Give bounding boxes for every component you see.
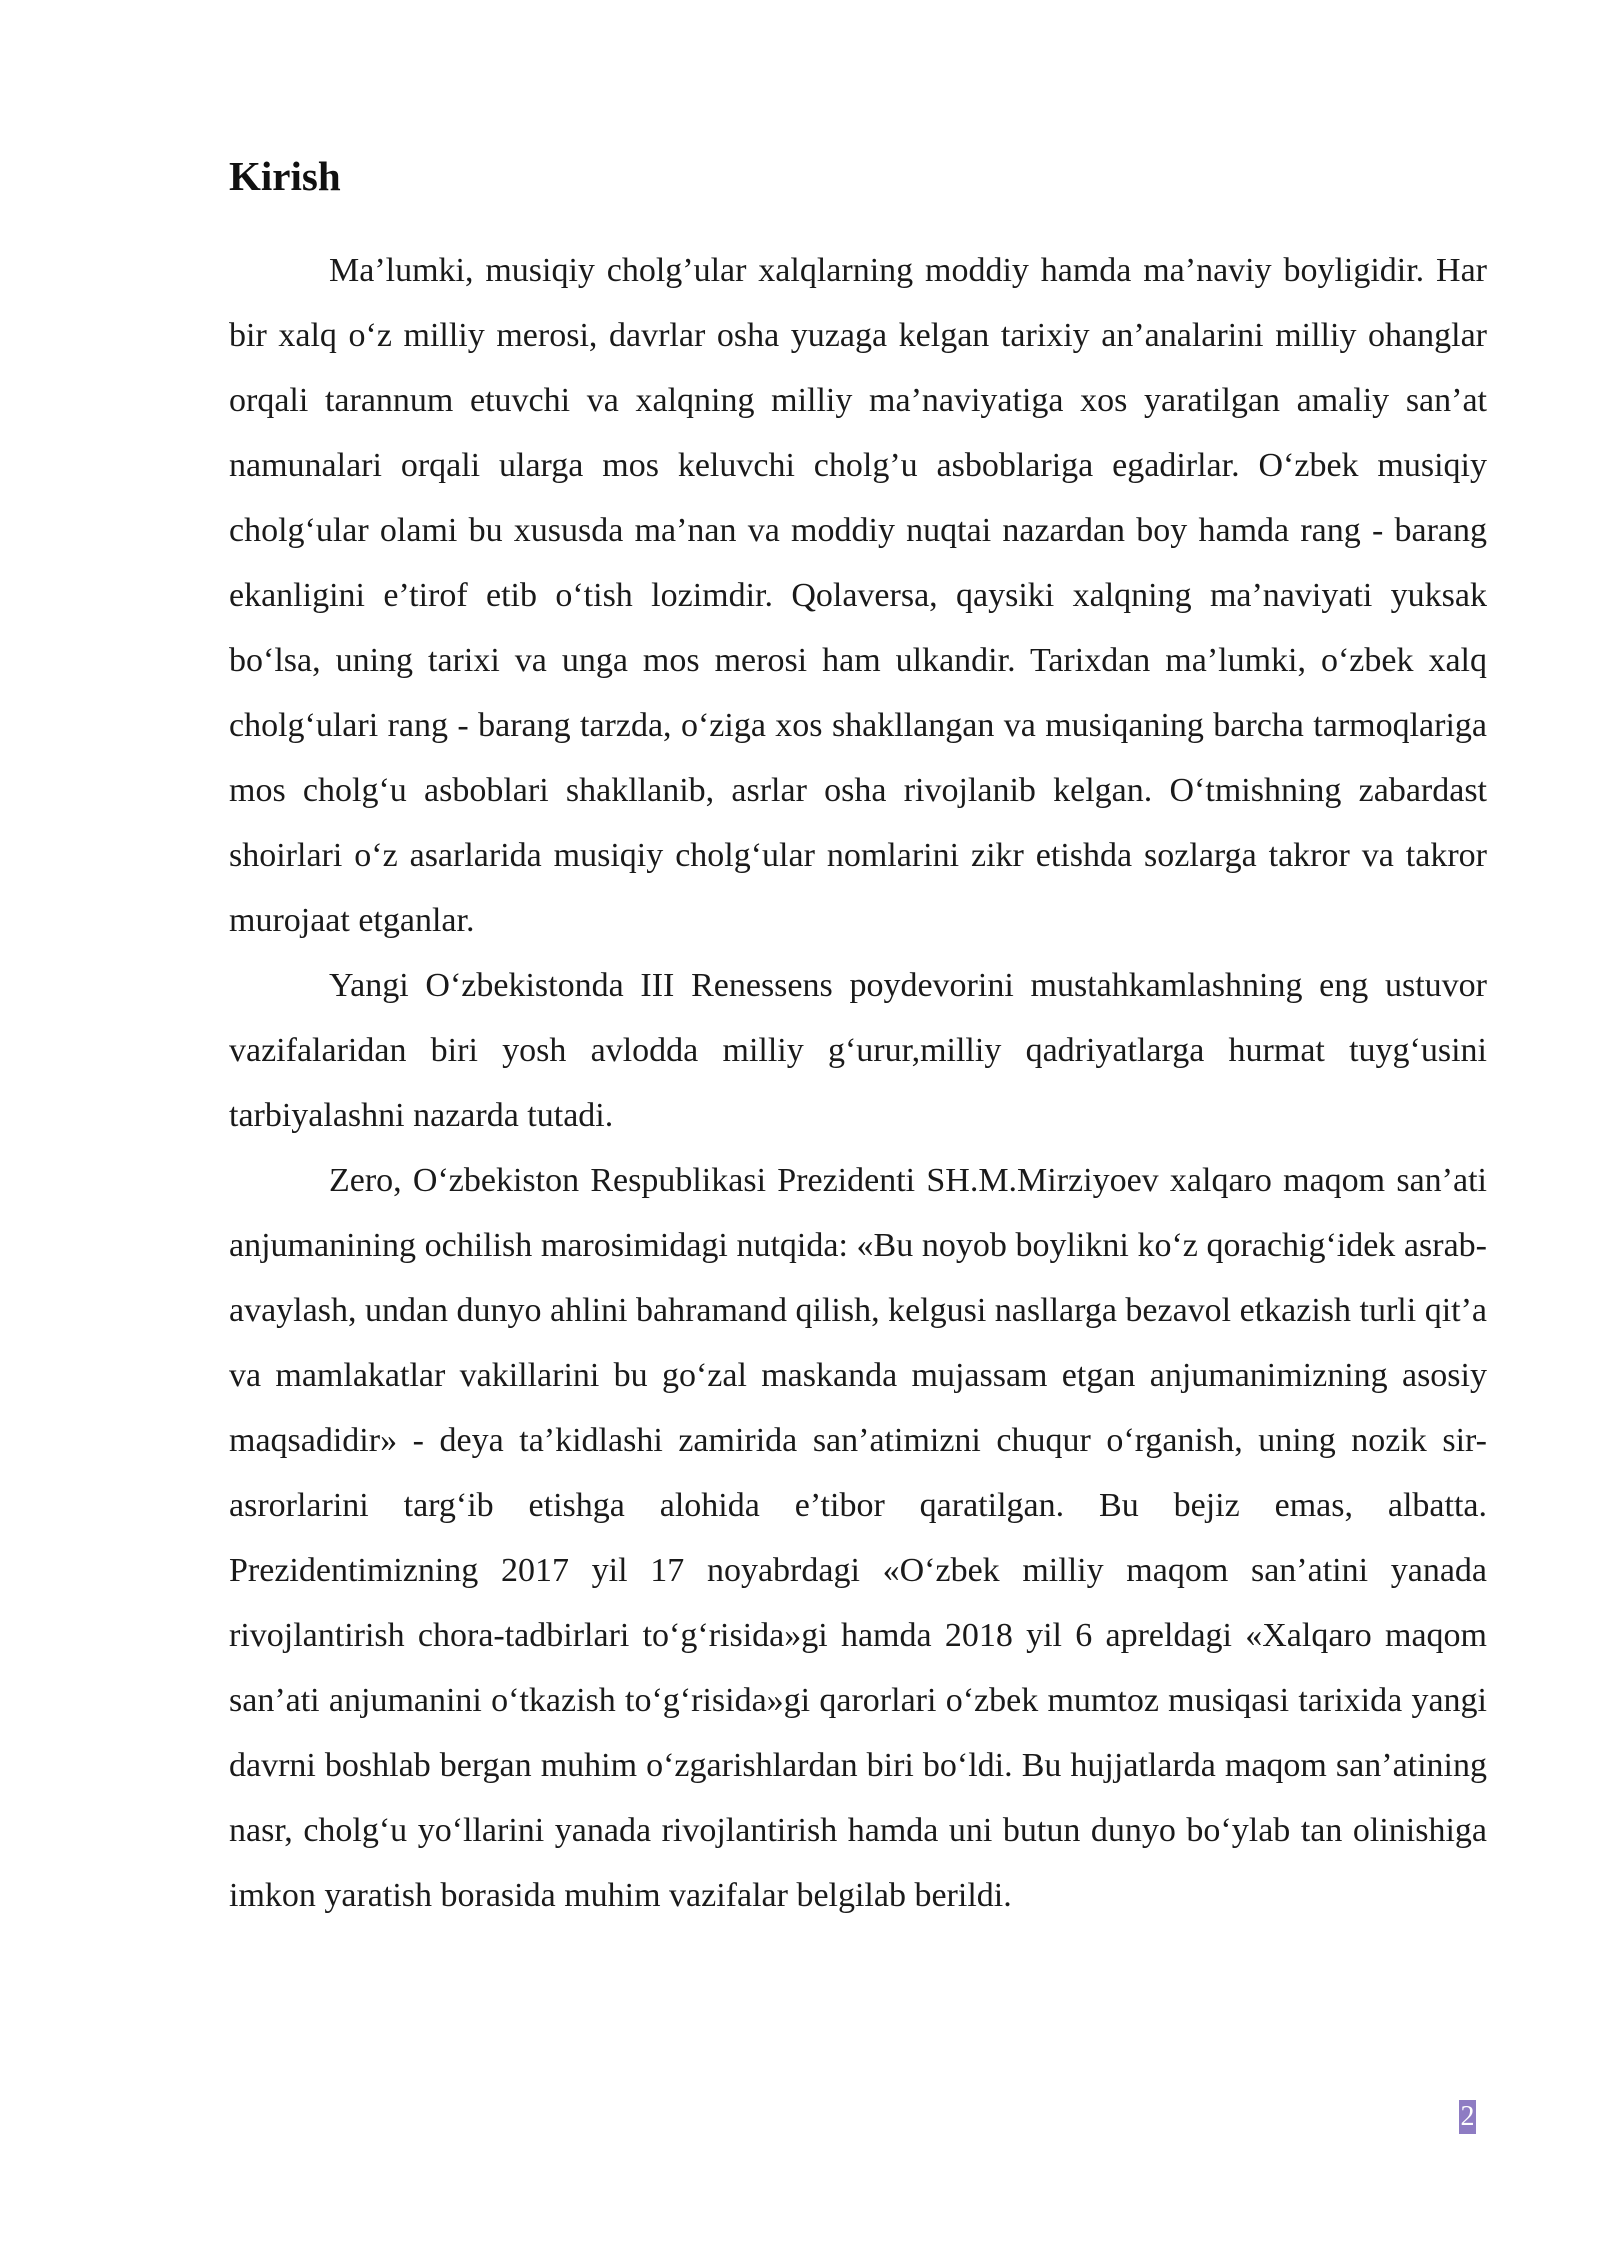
paragraph-renaissance: Yangi O‘zbekistonda III Renessens poydevorini mustahkamlashning eng ustuvor vazifalaridan biri yosh avlodda milliy g‘urur,milliy qadriyatlarga hurmat tuyg‘usini tarbiyalashni nazarda tutadi.: [229, 967, 1487, 1134]
paragraph-president-quote: Zero, O‘zbekiston Respublikasi Prezidenti SH.M.Mirziyoev xalqaro maqom san’ati anjumanining ochilish marosimidagi nutqida: «Bu noyob boylikni ko‘z qorachig‘idek asrab- avaylash, undan dunyo ahlini bahramand qilish, kelgusi nasllarga bezavol etkazish turli qit’a va mamlakatlar vakillarini bu go‘zal maskanda mujassam etgan anjumanimizning asosiy maqsadidir» - deya ta’kidlashi zamirida san’atimizni chuqur o‘rganish, uning nozik sir- asrorlarini targ‘ib etishga alohida e’tibor qaratilgan. Bu bejiz emas, albatta. Prezidentimizning 2017 yil 17 noyabrdagi «O‘zbek milliy maqom san’atini yanada rivojlantirish chora-tadbirlari to‘g‘risida»gi hamda 2018 yil 6 apreldagi «Xalqaro maqom san’ati anjumanini o‘tkazish to‘g‘risida»gi qarorlari o‘zbek mumtoz musiqasi tarixida yangi davrni boshlab bergan muhim o‘zgarishlardan biri bo‘ldi. Bu hujjatlarda maqom san’atining nasr, cholg‘u yo‘llarini yanada rivojlantirish hamda uni butun dunyo bo‘ylab tan olinishiga imkon yaratish borasida muhim vazifalar belgilab berildi.: [229, 1162, 1487, 1914]
document-body: [229, 150, 1487, 1928]
page-number: 2: [1460, 2101, 1475, 2132]
section-heading: Kirish: [229, 153, 341, 199]
paragraph-intro: Ma’lumki, musiqiy cholg’ular xalqlarning moddiy hamda ma’naviy boyligidir. Har bir xalq o‘z milliy merosi, davrlar osha yuzaga kelgan tarixiy an’analarini milliy ohanglar orqali tarannum etuvchi va xalqning milliy ma’naviyatiga xos yaratilgan amaliy san’at namunalari orqali ularga mos keluvchi cholg’u asboblariga egadirlar. O‘zbek musiqiy cholg‘ular olami bu xususda ma’nan va moddiy nuqtai nazardan boy hamda rang - barang ekanligini e’tirof etib o‘tish lozimdir. Qolaversa, qaysiki xalqning ma’naviyati yuksak bo‘lsa, uning tarixi va unga mos merosi ham ulkandir. Tarixdan ma’lumki, o‘zbek xalq cholg‘ulari rang - barang tarzda, o‘ziga xos shakllangan va musiqaning barcha tarmoqlariga mos cholg‘u asboblari shakllanib, asrlar osha rivojlanib kelgan. O‘tmishning zabardast shoirlari o‘z asarlarida musiqiy cholg‘ular nomlarini zikr etishda sozlarga takror va takror murojaat etganlar.: [229, 252, 1487, 939]
